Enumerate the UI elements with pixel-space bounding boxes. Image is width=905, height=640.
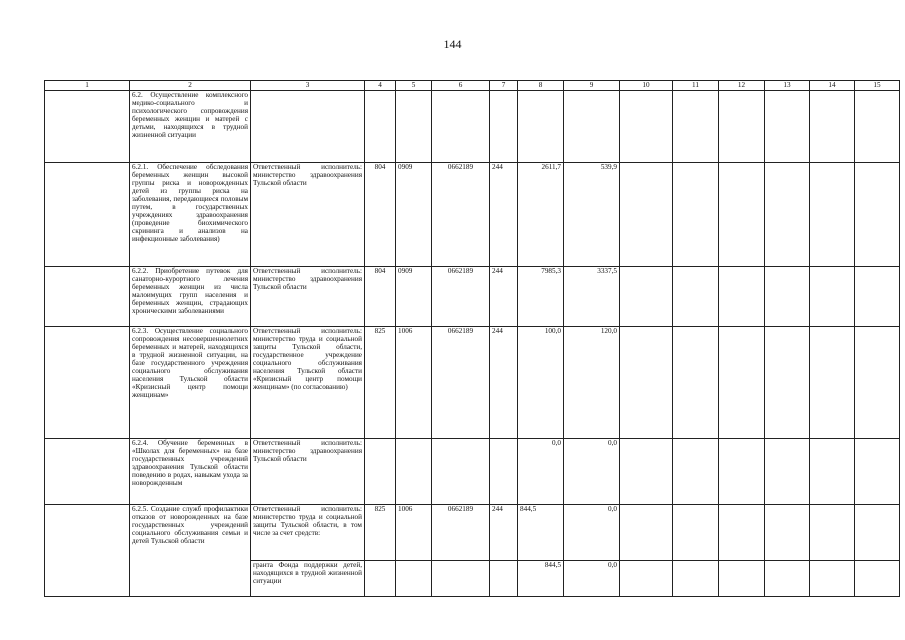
measure-name: 6.2.5. Создание служб профилактики отказов от новорожденных на базе государственных учреждений социального обслуживания семьи и детей Тульской области	[130, 505, 251, 597]
cell-c9: 539,9	[564, 163, 620, 267]
column-header: 3	[251, 81, 365, 91]
table-row	[45, 505, 900, 561]
cell-c4: 825	[365, 327, 396, 439]
column-header: 13	[765, 81, 810, 91]
cell-c8: 844,5	[518, 505, 564, 561]
cell-c7: 244	[490, 163, 518, 267]
cell-c6: 0662189	[432, 505, 490, 561]
cell-c7	[490, 91, 518, 163]
column-header: 8	[518, 81, 564, 91]
cell-c7	[490, 561, 518, 597]
column-header: 6	[432, 81, 490, 91]
cell-c6	[432, 439, 490, 505]
cell-c9: 0,0	[564, 439, 620, 505]
column-header: 4	[365, 81, 396, 91]
cell-c4: 825	[365, 505, 396, 561]
cell-c8: 844,5	[518, 561, 564, 597]
cell-c5: 0909	[396, 163, 432, 267]
cell-c7: 244	[490, 267, 518, 327]
executor: Ответственный исполнитель: министерство здравоохранения Тульской области	[251, 267, 365, 327]
cell-c4: 804	[365, 267, 396, 327]
cell-c8: 7985,3	[518, 267, 564, 327]
table-row	[45, 439, 900, 505]
executor: Ответственный исполнитель: министерство здравоохранения Тульской области	[251, 163, 365, 267]
cell-c4	[365, 91, 396, 163]
cell-c5	[396, 91, 432, 163]
cell-c5	[396, 439, 432, 505]
column-header: 14	[810, 81, 855, 91]
column-number-row	[45, 81, 900, 91]
cell-c8: 0,0	[518, 439, 564, 505]
executor: гранта Фонда поддержки детей, находящихся в трудной жизненной ситуации	[251, 561, 365, 597]
cell-c5: 0909	[396, 267, 432, 327]
cell-c7	[490, 439, 518, 505]
cell-c8: 100,0	[518, 327, 564, 439]
executor	[251, 91, 365, 163]
cell-c7: 244	[490, 327, 518, 439]
cell-c4	[365, 439, 396, 505]
cell-c6: 0662189	[432, 327, 490, 439]
budget-table	[44, 80, 900, 597]
cell-c4	[365, 561, 396, 597]
measure-name: 6.2. Осуществление комплексного медико-социального и психологического сопровождения беременных женщин и матерей с детьми, находящихся в трудной жизненной ситуации	[130, 91, 251, 163]
measure-name: 6.2.3. Осуществление социального сопровождения несовершеннолетних беременных и матерей, находящихся в трудной жизненной ситуации, на базе государственного учреждения социального обслуживания населения Тульской области «Кризисный центр помощи женщинам»	[130, 327, 251, 439]
cell-c5: 1006	[396, 505, 432, 561]
executor: Ответственный исполнитель: министерство здравоохранения Тульской области	[251, 439, 365, 505]
column-header: 11	[673, 81, 719, 91]
cell-c8: 2611,7	[518, 163, 564, 267]
column-header: 1	[45, 81, 130, 91]
column-header: 10	[620, 81, 673, 91]
cell-c9: 120,0	[564, 327, 620, 439]
measure-name: 6.2.2. Приобретение путевок для санаторно-курортного лечения беременных женщин из числа малоимущих групп населения и беременных женщин, страдающих хроническими заболеваниями	[130, 267, 251, 327]
cell-c9: 0,0	[564, 561, 620, 597]
table-row	[45, 267, 900, 327]
table-row	[45, 163, 900, 267]
cell-c6: 0662189	[432, 163, 490, 267]
table-row	[45, 327, 900, 439]
cell-c5: 1006	[396, 327, 432, 439]
cell-c9: 0,0	[564, 505, 620, 561]
column-header: 5	[396, 81, 432, 91]
page-number: 144	[443, 37, 462, 51]
cell-c6	[432, 91, 490, 163]
cell-c5	[396, 561, 432, 597]
executor: Ответственный исполнитель: министерство труда и социальной защиты Тульской области, в том числе за счет средств:	[251, 505, 365, 561]
measure-name: 6.2.4. Обучение беременных в «Школах для беременных» на базе государственных учреждений здравоохранения Тульской области поведению в родах, навыкам ухода за новорожденным	[130, 439, 251, 505]
column-header: 12	[719, 81, 765, 91]
cell-c9	[564, 91, 620, 163]
cell-c7: 244	[490, 505, 518, 561]
cell-c6	[432, 561, 490, 597]
cell-c4: 804	[365, 163, 396, 267]
executor: Ответственный исполнитель: министерство труда и социальной защиты Тульской области, государственное учреждение социального обслуживания населения Тульской области «Кризисный центр помощи женщинам» (по согласованию)	[251, 327, 365, 439]
column-header: 2	[130, 81, 251, 91]
cell-c6: 0662189	[432, 267, 490, 327]
measure-name: 6.2.1. Обеспечение обследования беременных женщин высокой группы риска и новорожденных детей из группы риска на заболевания, передающиеся половым путем, в государственных учреждениях здравоохранения (проведение биохимического скрининга и анализов на инфекционные заболевания)	[130, 163, 251, 267]
column-header: 9	[564, 81, 620, 91]
table-row	[45, 91, 900, 163]
cell-c9: 3337,5	[564, 267, 620, 327]
column-header: 7	[490, 81, 518, 91]
cell-c8	[518, 91, 564, 163]
column-header: 15	[855, 81, 900, 91]
